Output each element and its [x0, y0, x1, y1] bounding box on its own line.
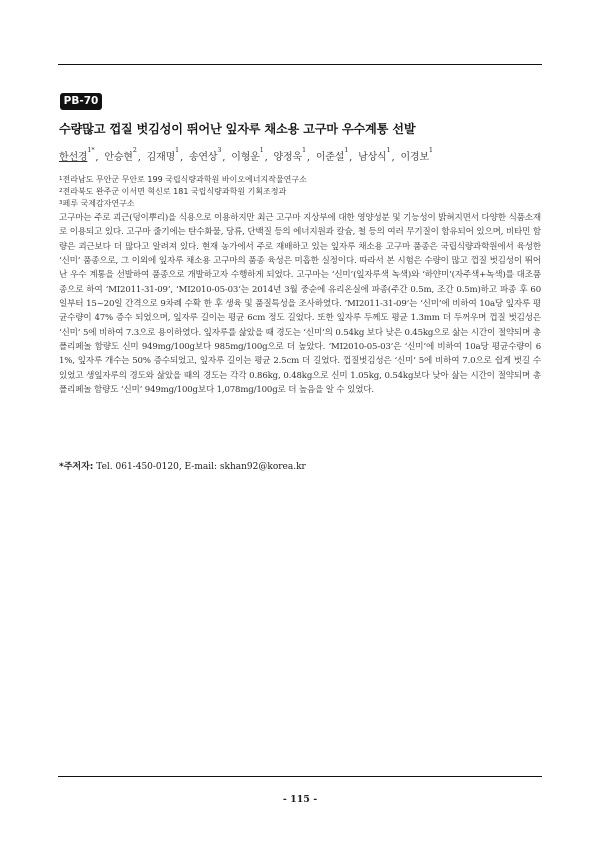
contact-label: *주저자:: [59, 462, 94, 472]
poster-id-badge: PB-70: [60, 93, 102, 110]
author-affil-mark: 1: [175, 146, 179, 154]
affiliation-item: $^3$페루 국제감자연구소: [59, 199, 135, 208]
bottom-rule: [58, 776, 542, 777]
top-rule: [58, 64, 542, 65]
author-name: 이경보: [400, 152, 429, 163]
abstract-body: 고구마는 주로 괴근(덩이뿌리)을 식용으로 이용하지만 최근 고구마 지상부에 대한 영양성분 및 기능성이 밝혀지면서 다양한 식품소재로 이용되고 있다. 고구마 줄기에는 탄수화물, 당류, 단백질 등의 에너지원과 칼슘, 철 등의 여러 무기질이 함유되어 있으며, 비타민 함량은 괴근보다 더 많다고 알려져 있다. 현재 농가에서 주로 재배하고 있는 잎자루 채소용 고구마 품종은 국립식량과학원에서 육성한 ‘신미’ 품종으로, 그 이외에 잎자루 채소용 고구마의 품종 육성은 미흡한 실정이다. 따라서 본 시험은 수량이 많고 껍질 벗김성이 뛰어난 우수 계통을 선발하여 품종으로 개발하고자 수행하게 되었다. 고구마는 ‘신미’(잎자루색 녹색)와 ‘하얀미’(자주색+녹색)를 대조품종으로 하여 ‘MI2011-31-09’, ‘MI2010-05-03’는 2014년 3월 중순에 유리온실에 파종(주간 0.5m, 조간 0.5m)하고 파종 후 60일부터 15~20일 간격으로 9차례 수확 한 후 생육 및 품질특성을 조사하였다. ‘MI2011-31-09’는 ‘신미’에 비하여 10a당 잎자루 평균수량이 47% 증수 되었으며, 잎자루 길이는 평균 6cm 정도 길었다. 또한 잎자루 두께도 평균 1.3mm 더 두꺼우며 껍질 벗김성은 ‘신미’ 5에 비하여 7.3으로 용이하였다. 잎자루를 삶았을 때 경도는 ‘신미’의 0.54kg 보다 낮은 0.45kg으로 삶는 시간이 절약되며 총폴리페놀 함량도 신미 949mg/100g보다 985mg/100g으로 더 높았다. ‘MI2010-05-03’은 ‘신미’에 비하여 10a당 평균수량이 61%, 잎자루 개수는 50% 증수되었고, 잎자루 길이는 평균 2.5cm 더 길었다. 껍질벗김성은 ‘신미’ 5에 비하여 7.0으로 쉽게 벗길 수 있었고 생잎자루의 경도와 삶았을 때의 경도는 각각 0.86kg, 0.48kg으로 신미 1.05kg, 0.54kg보다 낮아 삶는 시간이 절약되며 총폴리페놀 함량도 ‘신미’ 949mg/100g보다 1,078mg/100g로 더 높음을 알 수 있었다.: [59, 213, 541, 396]
affiliation-item: $^1$전라남도 무안군 무안로 199 국립식량과학원 바이오에너지작물연구소: [59, 175, 307, 184]
author-affil-mark: 1*: [87, 146, 95, 154]
author-name: 이준설: [315, 152, 345, 163]
author-affil-mark: 1: [344, 146, 349, 154]
author-name: 남상식: [358, 152, 387, 163]
author-name: 이형운: [231, 152, 260, 163]
author-name: 안승현: [104, 152, 133, 163]
paper-title: 수량많고 껍질 벗김성이 뛰어난 잎자루 채소용 고구마 우수계통 선발: [59, 122, 416, 136]
author-affil-mark: 2: [132, 146, 137, 154]
author-affil-mark: 1: [428, 146, 433, 154]
author-affil-mark: 3: [217, 146, 222, 154]
affiliation-list: [59, 174, 307, 210]
author-affil-mark: 1: [259, 146, 264, 154]
author-affil-mark: 1: [386, 146, 391, 154]
page-number: - 115 -: [282, 794, 318, 805]
author-list: 한선경$^{1*}$, 안승현$^2$, 김재명$^1$, 송연상$^3$, 이형운$^1$, 양정욱$^1$, 이준설$^1$, 남상식$^1$, 이경보$^1$: [59, 146, 433, 163]
corresponding-author-contact: [59, 459, 306, 472]
affiliation-item: $^2$전라북도 완주군 이서면 혁신로 181 국립식량과학원 기획조정과: [59, 187, 287, 196]
author-name: 한선경: [59, 152, 88, 163]
author-affil-mark: 1: [301, 146, 306, 154]
author-name: 송연상: [188, 152, 218, 163]
contact-details: Tel. 061-450-0120, E-mail: skhan92@korea.kr: [96, 462, 306, 472]
author-name: 양정욱: [273, 152, 302, 163]
author-name: 김재명: [146, 152, 176, 163]
